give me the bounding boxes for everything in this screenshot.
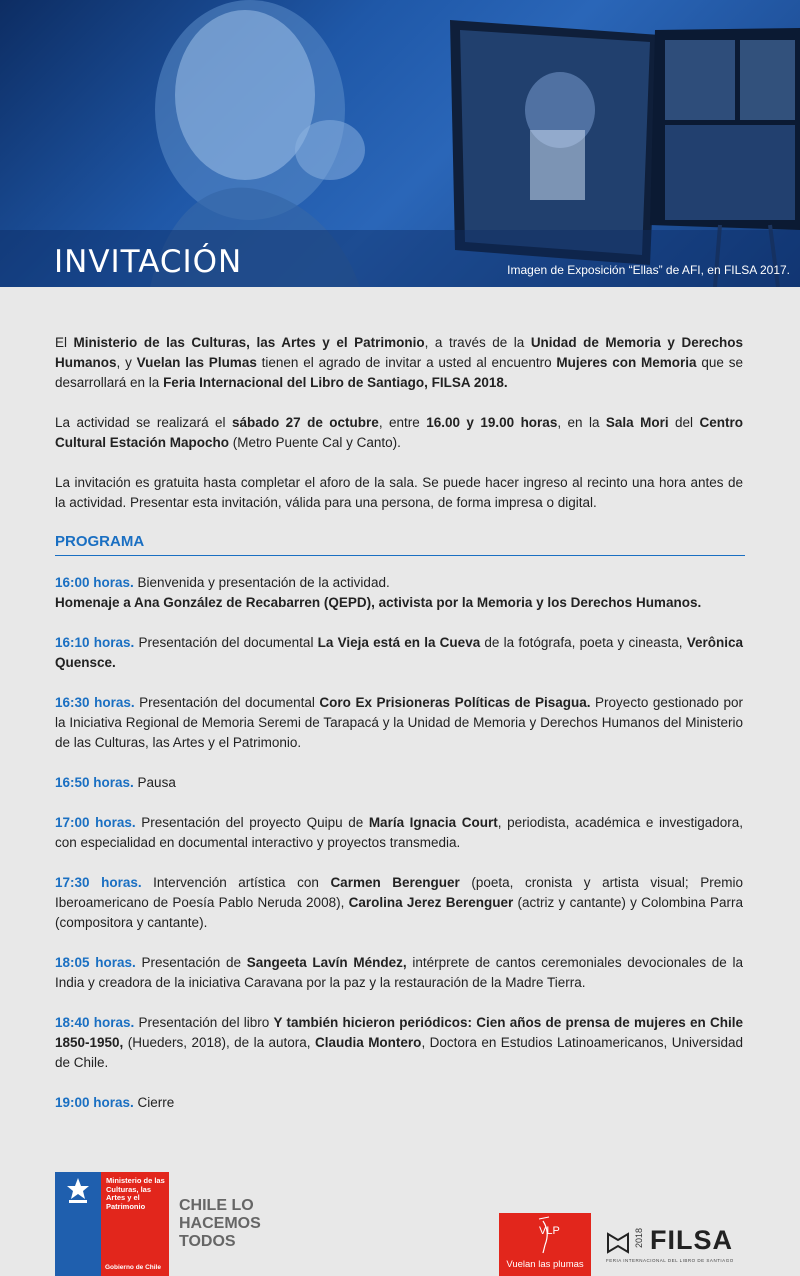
text: (poeta, cronista y artista visual; Premio Iberoamericano de Poesía Pablo Neruda 2008), [55,875,744,910]
invitation-text [55,333,743,533]
access-paragraph: La invitación es gratuita hasta completar el aforo de la sala. Se puede hacer ingreso al recinto una hora antes de la actividad. Presentar esta invitación, válida para una persona, de forma impresa o digital. [55,475,743,510]
event-room: Sala Mori [605,415,669,430]
text: (Metro Puente Cal y Canto). [229,435,401,450]
filsa-year: 2018 [634,1228,644,1249]
text-bold: Homenaje a Ana González de Recabarren (QEPD), activista por la Memoria y los Derechos Humanos. [55,595,702,610]
program-item [55,773,743,793]
program-item [55,1093,743,1113]
flag-blue-block [55,1172,101,1276]
hero-banner [0,0,800,287]
program-item [55,1013,743,1073]
vlp-name: Vuelan las plumas [506,1259,584,1270]
program-time: 16:10 horas. [55,635,135,650]
text: Presentación de [135,955,247,970]
text-bold: Feria Internacional del Libro de Santiago, FILSA 2018. [163,375,508,390]
text: , periodista, académica e investigadora, con especialidad en documental interactivo y proyectos transmedia. [55,815,744,850]
text-bold: Mujeres con Memoria [556,355,697,370]
text-bold: Verônica Quensce. [55,635,743,670]
program-item [55,693,743,753]
text-bold: María Ignacia Court [368,815,498,830]
program-time: 19:00 horas. [55,1095,134,1110]
text: Intervención artística con [141,875,331,890]
text: que se desarrollará en la [55,355,743,390]
text-bold: Claudia Montero [315,1035,422,1050]
program-time: 17:00 horas. [55,815,136,830]
program-heading: PROGRAMA [55,533,745,556]
page-title: INVITACIÓN [54,244,243,280]
vuelan-las-plumas-logo [499,1213,591,1276]
event-venue: Centro Cultural Estación Mapocho [55,415,743,450]
event-time: 16.00 y 19.00 horas [426,415,558,430]
ministry-logo [55,1172,169,1276]
event-date: sábado 27 de octubre [231,415,379,430]
program-item [55,813,743,853]
text: Presentación del documental [134,695,320,710]
text: Presentación del proyecto Quipu de [135,815,369,830]
program-item [55,573,743,613]
text: tienen el agrado de invitar a usted al encuentro [256,355,557,370]
text: del [668,415,700,430]
text-bold: Coro Ex Prisioneras Políticas de Pisagua. [319,695,591,710]
text-bold: Carolina Jerez Berenguer [348,895,514,910]
government-label: Gobierno de Chile [105,1264,161,1271]
text: Presentación del libro [134,1015,274,1030]
program-time: 18:40 horas. [55,1015,135,1030]
vlp-mark: VLP [539,1225,560,1237]
text: (actriz y cantante) y Colombina Parra (compositora y cantante). [55,895,743,930]
text: , Doctora en Estudios Latinoamericanos, Universidad de Chile. [55,1035,743,1070]
program-time: 16:30 horas. [55,695,135,710]
program-list [55,573,743,1133]
text: Proyecto gestionado por la Iniciativa Regional de Memoria Seremi de Tarapacá y la Unidad de Memoria y Derechos Humanos del Ministerio de las Culturas, las Artes y el Patrimonio. [55,695,743,750]
program-item [55,873,743,933]
filsa-logo [606,1225,746,1268]
text-bold: Carmen Berenguer [330,875,460,890]
program-item [55,633,743,673]
filsa-brand: FILSA [650,1225,733,1255]
program-time: 16:50 horas. [55,775,134,790]
text-bold: Sangeeta Lavín Méndez, [246,955,407,970]
text: Cierre [133,1095,175,1110]
text: , y [116,355,137,370]
text: Pausa [133,775,176,790]
text-bold: Vuelan las Plumas [136,355,257,370]
details-paragraph [55,413,743,453]
text: , a través de la [424,335,531,350]
text: La actividad se realizará el [55,415,232,430]
intro-paragraph [55,333,743,393]
book-icon [606,1230,630,1256]
text: , entre [378,415,427,430]
text: El [55,335,74,350]
text-bold: Y también hicieron periódicos: Cien años de prensa de mujeres en Chile 1850-1950, [55,1015,743,1050]
text: , en la [557,415,606,430]
text-bold: Ministerio de las Culturas, las Artes y el Patrimonio [73,335,425,350]
coat-of-arms-icon [55,1172,101,1212]
text: (Hueders, 2018), de la autora, [123,1035,315,1050]
text: intérprete de cantos ceremoniales devocionales de la India y creadora de la iniciativa Caravana por la paz y la restauración de la Madre Tierra. [55,955,743,990]
text-bold: Unidad de Memoria y Derechos Humanos [55,335,743,370]
text: Bienvenida y presentación de la actividad. [133,575,390,590]
text: de la fotógrafa, poeta y cineasta, [480,635,687,650]
text-bold: La Vieja está en la Cueva [317,635,481,650]
program-time: 16:00 horas. [55,575,134,590]
slogan: CHILE LO HACEMOS TODOS [179,1197,261,1250]
ministry-name: Ministerio de las Culturas, las Artes y el Patrimonio [106,1176,165,1211]
program-time: 17:30 horas. [55,875,142,890]
text: Presentación del documental [134,635,318,650]
program-item [55,953,743,993]
program-time: 18:05 horas. [55,955,136,970]
image-caption: Imagen de Exposición “Ellas” de AFI, en FILSA 2017. [507,263,790,277]
filsa-subtitle: FERIA INTERNACIONAL DEL LIBRO DE SANTIAGO [606,1258,734,1263]
